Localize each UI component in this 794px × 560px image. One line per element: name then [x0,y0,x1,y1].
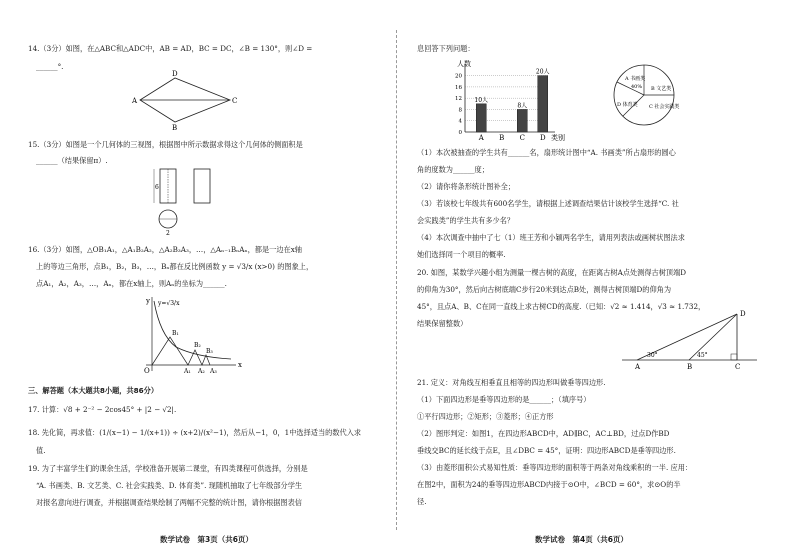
q14-label-c: C [232,97,238,105]
q19-question-3: （3）若该校七年级共有600名学生，请根据上述调查结果估计该校学生选择“C. 社 [417,199,679,208]
q15-three-views-figure [148,165,228,240]
q20-line1: 20. 如图，某数学兴趣小组为测量一棵古树的高度，在距离古树A点处测得古树顶端D [417,268,687,277]
q16-a2: A₂ [198,368,205,375]
bar-chart-xlabel: 类别 [551,134,565,142]
q16-y-label: y [146,297,150,305]
bar-D [538,76,548,132]
q16-line3: 点A₁，A₂，A₃，…，Aₙ，都在x轴上，则Aₙ的坐标为______. [36,279,227,288]
bar-category-C: C [519,134,525,142]
q19-question-2: （2）请你将条形统计图补全； [417,182,516,191]
q16-line1: 16.（3分）如图，△OB₁A₁，△A₁B₂A₂，△A₂B₃A₃，…，△Aₙ₋₁BₙAₙ，都是一边在x轴 [28,245,302,254]
q19-line2: “A. 书画类、B. 文艺类、C. 社会实践类、D. 体育类”. 现随机抽取了七年级部分学生 [36,481,303,490]
pie-label-a-pct: 40% [631,84,643,90]
q19-cont: 息回答下列问题： [417,44,475,53]
bar-category-D: D [539,134,546,142]
section-title: 三、解答题（本大题共8小题，共86分） [28,386,159,395]
q16-b1: B₁ [172,330,179,337]
q21-line3: ①平行四边形；②矩形；③菱形；④正方形 [417,412,554,421]
bar-data-label-A: 10人 [474,96,489,104]
bar-category-B: B [499,134,505,142]
q16-x-label: x [238,361,242,369]
q20-line4: 结果保留整数） [417,319,468,328]
q21-line5: 垂线交BC的延长线于点E，且∠DBC = 45°，证明：四边形ABCD是垂等四边形. [417,446,676,455]
q16-b2: B₂ [194,342,201,349]
q15-dim: 6 [155,184,159,191]
q19-line3: 对报名意向进行调查，并根据调查结果绘制了两幅不完整的统计图，请你根据图表信 [36,498,302,507]
bar-A [476,104,486,132]
q21-line8: 径. [417,497,427,506]
bar-y-tick-0: 0 [458,130,462,136]
q19-bar-chart [443,58,573,143]
q20-label-b: B [687,363,693,371]
q16-a1: A₁ [184,368,191,375]
q17: 17. 计算：√8 + 2⁻² − 2cos45° + |2 − √2|. [28,405,177,414]
footer-page-3: 数学试卷 第3页（共6页） [160,535,253,544]
q18-line1: 18. 先化简，再求值：(1/(x−1) − 1/(x+1)) ÷ (x+2)/(x²−1)，然后从−1，0，1中选择适当的数代入求 [28,428,362,437]
q21-line7: 在图2中，面积为24的垂等四边形ABCD内接于⊙O中，∠BCD = 60°，求⊙O的半 [417,480,681,489]
q15-dim2: 2 [166,230,170,237]
page-4 [397,0,794,560]
q16-inverse-function-graph [136,295,246,373]
q19-pie-chart [609,60,679,130]
bar-data-label-C: 8人 [517,102,528,110]
q19-question-4b: 她们选择同一个项目的概率. [417,250,506,259]
q20-angle-30: 30° [647,352,658,359]
q14-line2: ______°. [36,62,64,71]
q16-line2: 上的等边三角形，点B₁，B₂，B₃，…，Bₙ都在反比例函数 y = √3/x (x>0) 的图象上， [36,262,314,271]
pie-label-d: D 体育类 [617,102,638,108]
q20-line3: 45°，且点A、B、C在同一直线上求古树CD的高度.（已知：√2 ≈ 1.414，√3 ≈ 1.732， [417,302,706,311]
q21-line6: （3）由菱形面积公式易知性质：垂等四边形的面积等于两条对角线乘积的一半. 应用： [417,463,693,472]
q20-tree-figure [617,310,767,372]
q18-line2: 值. [36,446,46,455]
q21-line4: （2）图形判定：如图1，在四边形ABCD中，AD∥BC，AC⊥BD，过点D作BD [417,429,670,438]
q20-label-a: A [635,363,641,371]
q19-line1: 19. 为了丰富学生们的课余生活，学校准备开展第二课堂，有四类课程可供选择，分别是 [28,464,308,473]
bar-y-tick-4: 4 [458,118,462,125]
q19-question-3b: 会实践类”的学生共有多少名？ [417,216,515,225]
q16-func-label: y=√3/x [158,300,180,307]
q21-line1: 21. 定义：对角线互相垂直且相等的四边形叫做垂等四边形. [417,378,606,387]
q14-quadrilateral-figure [130,72,250,132]
q19-question-1: （1）本次被抽查的学生共有______名，扇形统计图中“A. 书画类”所占扇形的圆心 [417,148,676,157]
pie-label-b: B 文艺类 [651,86,672,92]
bar-y-tick-12: 12 [455,96,462,103]
q19-question-1b: 角的度数为______度； [417,165,489,174]
q20-line2: 的仰角为30°，然后向古树底端C步行20米到达点B处，测得古树顶端D的仰角为 [417,285,672,294]
bar-y-tick-16: 16 [455,84,462,91]
q20-label-c: C [735,363,741,371]
q19-question-4: （4）本次调查中抽中了七（1）班王芳和小颖两名学生，请用列表法或画树状图法求 [417,233,685,242]
bar-chart-bars [474,68,549,142]
q16-origin: O [144,367,150,375]
q15-line1: 15.（3分）如图是一个几何体的三视图，根据图中所示数据求得这个几何体的侧面积是 [28,140,303,149]
q14-line1: 14.（3分）如图，在△ABC和△ADC中，AB = AD，BC = DC，∠B = 130°，则∠D = [28,44,313,53]
q16-b3: B₃ [206,348,213,355]
bar-y-tick-20: 20 [455,73,462,80]
bar-data-label-D: 20人 [535,68,550,76]
pie-label-a: A 书画类 [625,76,646,82]
pie-label-c: C 社会实践类 [649,104,680,110]
q14-label-b: B [172,124,178,132]
bar-C [517,109,527,132]
bar-chart-ylabel: 人数 [457,60,471,68]
bar-y-tick-8: 8 [458,107,462,114]
footer-page-4: 数学试卷 第4页（共6页） [535,535,628,544]
q14-label-a: A [132,97,138,105]
q15-line2: ______（结果保留π）. [36,156,108,165]
bar-category-A: A [478,134,484,142]
q16-a3: A₃ [210,368,217,375]
q20-label-d: D [740,310,746,318]
q20-angle-45: 45° [697,352,708,359]
q14-label-d: D [172,70,178,78]
q21-line2: （1）下面四边形是垂等四边形的是______；（填序号） [417,395,591,404]
